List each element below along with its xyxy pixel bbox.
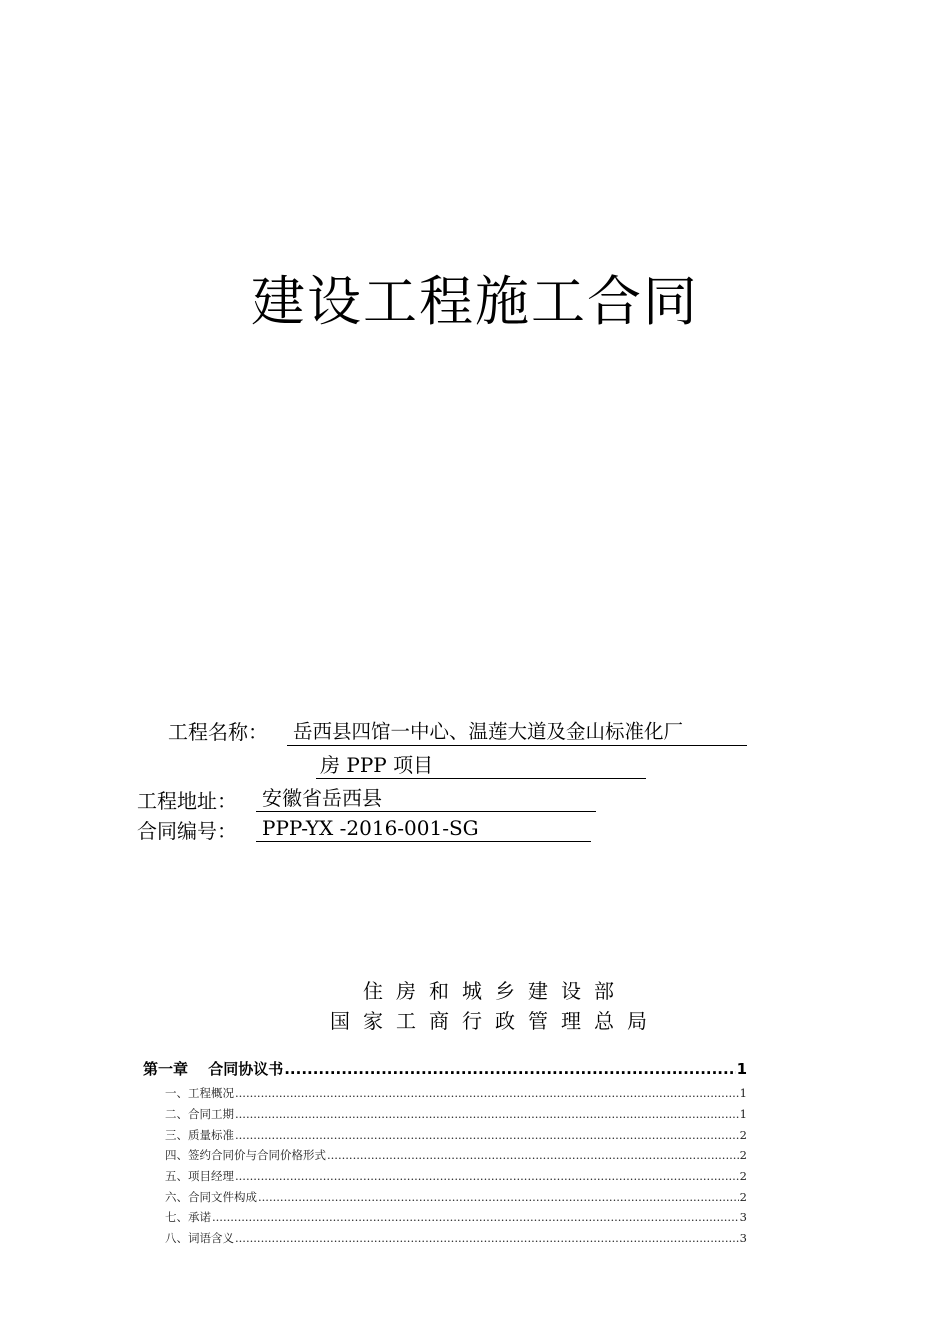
toc-leader-dots — [235, 1230, 739, 1246]
toc-item-page: 1 — [739, 1086, 747, 1100]
toc-item[interactable] — [165, 1209, 747, 1225]
toc-item[interactable] — [165, 1230, 747, 1246]
toc-leader-dots — [235, 1106, 739, 1122]
document-title: 建设工程施工合同 — [251, 270, 699, 333]
toc-item[interactable] — [165, 1168, 747, 1184]
toc-chapter-title: 第一章 合同协议书 — [143, 1060, 284, 1078]
toc-item[interactable] — [165, 1189, 747, 1205]
toc-item-page: 1 — [739, 1107, 747, 1121]
issuer-ministry-of-housing: 住房和城乡建设部 — [363, 979, 627, 1003]
project-name-label: 工程名称： — [168, 720, 268, 744]
toc-item-title: 八、词语含义 — [165, 1231, 234, 1245]
toc-chapter-page: 1 — [736, 1060, 747, 1078]
toc-leader-dots — [258, 1189, 739, 1205]
toc-item-page: 2 — [739, 1128, 747, 1142]
toc-leader-dots — [235, 1085, 739, 1101]
toc-item-page: 3 — [739, 1231, 747, 1245]
toc-item-page: 2 — [739, 1169, 747, 1183]
toc-item[interactable] — [165, 1127, 747, 1143]
toc-item-page: 3 — [739, 1210, 747, 1224]
project-address-label: 工程地址： — [137, 789, 237, 813]
toc-item-title: 四、签约合同价与合同价格形式 — [165, 1148, 326, 1162]
project-address-value: 安徽省岳西县 — [256, 785, 596, 812]
project-name-value-line1: 岳西县四馆一中心、温莲大道及金山标准化厂 — [287, 719, 747, 746]
toc-item-title: 五、项目经理 — [165, 1169, 234, 1183]
toc-chapter-1[interactable] — [143, 1058, 747, 1080]
toc-leader-dots — [212, 1209, 739, 1225]
toc-item-title: 二、合同工期 — [165, 1107, 234, 1121]
toc-item-title: 七、承诺 — [165, 1210, 211, 1224]
toc-item-title: 一、工程概况 — [165, 1086, 234, 1100]
toc-item[interactable] — [165, 1106, 747, 1122]
toc-item[interactable] — [165, 1147, 747, 1163]
contract-number-value: PPP-YX -2016-001-SG — [256, 815, 591, 842]
project-name-value-line2: 房 PPP 项目 — [316, 752, 646, 779]
toc-leader-dots — [284, 1058, 735, 1080]
toc-leader-dots — [235, 1127, 739, 1143]
contract-number-label: 合同编号： — [137, 819, 237, 843]
issuer-administration-for-industry-commerce: 国家工商行政管理总局 — [330, 1009, 660, 1033]
toc-item-title: 三、质量标准 — [165, 1128, 234, 1142]
toc-item-title: 六、合同文件构成 — [165, 1190, 257, 1204]
toc-item[interactable] — [165, 1085, 747, 1101]
toc-leader-dots — [235, 1168, 739, 1184]
toc-item-page: 2 — [739, 1190, 747, 1204]
toc-leader-dots — [327, 1147, 739, 1163]
toc-item-page: 2 — [739, 1148, 747, 1162]
